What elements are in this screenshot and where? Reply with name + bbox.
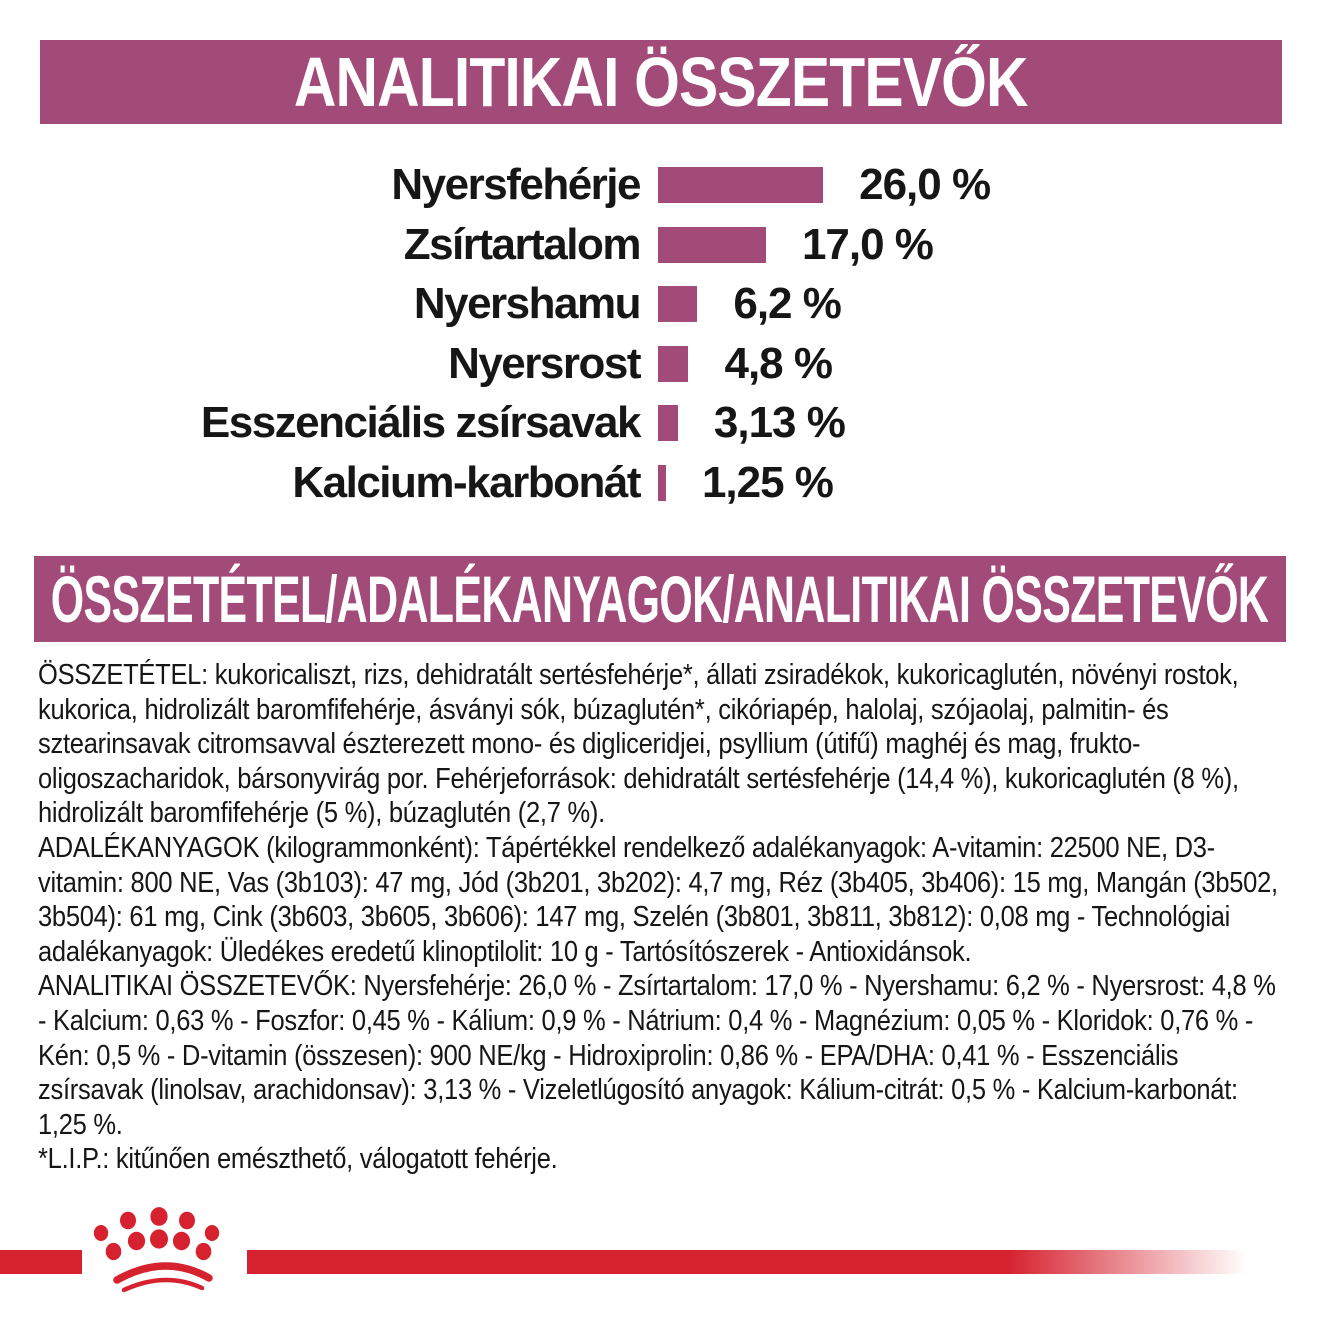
chart-category-label: Esszenciális zsírsavak — [200, 398, 640, 447]
chart-row — [0, 160, 1320, 209]
chart-category-label: Kalcium-karbonát — [292, 457, 640, 507]
chart-value-label: 1,25 % — [701, 457, 833, 507]
chart-bar — [658, 346, 688, 382]
chart-row — [0, 279, 1320, 328]
chart-value-label: 4,8 % — [724, 338, 832, 388]
chart-category-label: Nyersfehérje — [391, 160, 640, 209]
lip-footnote: *L.I.P.: kitűnően emészthető, válogatott fehérje. — [38, 1143, 558, 1176]
red-stripe-right — [247, 1250, 1247, 1274]
chart-bar — [658, 227, 766, 263]
banner-title: ANALITIKAI ÖSSZETEVŐK — [294, 43, 1028, 121]
chart-value-label: 3,13 % — [713, 398, 845, 447]
banner-title: ÖSSZETÉTEL/ADALÉKANYAGOK/ANALITIKAI ÖSSZETEVŐK — [51, 562, 1269, 636]
chart-value-label: 6,2 % — [733, 279, 841, 328]
chart-bar — [658, 167, 823, 203]
composition-additives-banner — [34, 556, 1286, 642]
analytical-constituents-banner — [40, 40, 1282, 124]
chart-category-label: Zsírtartalom — [403, 219, 640, 269]
royal-canin-crown-logo — [92, 1206, 222, 1296]
chart-category-label: Nyershamu — [413, 279, 640, 328]
analytical-constituents-paragraph: ANALITIKAI ÖSSZETEVŐK: Nyersfehérje: 26,0 % - Zsírtartalom: 17,0 % - Nyershamu: 6,2 % - Nyersrost: 4,8 % - Kalcium: 0,63 % - Foszfor: 0,45 % - Kálium: 0,9 % - Nátrium: 0,4 % - Magnézium: 0,05 % - Kloridok: 0,76 % - Kén: 0,5 % - D-vitamin (összesen): 900 NE/kg - Hidroxiprolin: 0,86 % - EPA/DHA: 0,41 % - Esszenciális zsírsavak (linolsav, arachidonsav): 3,13 % - Vizeletlúgosító anyagok: Kálium-citrát: 0,5 % - Kalcium-karbonát: 1,25 %. — [38, 970, 1276, 1141]
chart-bar — [658, 405, 678, 441]
chart-row — [0, 457, 1320, 507]
chart-row — [0, 338, 1320, 388]
chart-row — [0, 398, 1320, 447]
chart-bar — [658, 286, 697, 322]
analytical-constituents-chart — [0, 160, 1320, 507]
additives-paragraph: ADALÉKANYAGOK (kilogrammonként): Tápértékkel rendelkező adalékanyagok: A-vitamin: 22500 NE, D3-vitamin: 800 NE, Vas (3b103): 47 mg, Jód (3b201, 3b202): 4,7 mg, Réz (3b405, 3b406): 15 mg, Mangán (3b502, 3b504): 61 mg, Cink (3b603, 3b605, 3b606): 147 mg, Szelén (3b801, 3b811, 3b812): 0,08 mg - Technológiai adalékanyagok: Üledékes eredetű klinoptilolit: 10 g - Tartósítószerek - Antioxidánsok. — [38, 831, 1278, 968]
chart-row — [0, 219, 1320, 269]
chart-value-label: 17,0 % — [801, 219, 933, 269]
chart-value-label: 26,0 % — [859, 160, 991, 209]
red-stripe-left — [0, 1250, 82, 1274]
composition-paragraph: ÖSSZETÉTEL: kukoricaliszt, rizs, dehidratált sertésfehérje*, állati zsiradékok, kukoricaglutén, növényi rostok, kukorica, hidrolizált baromfifehérje, ásványi sók, búzaglutén*, cikóriapép, halolaj, szójaolaj, palmitin- és sztearinsavak citromsavval észterezett mono- és digliceridjei, psyllium (útifű) maghéj és mag, frukto-oligoszacharidok, bársonyvirág por. Fehérjeforrások: dehidratált sertésfehérje (14,4 %), kukoricaglutén (8 %), hidrolizált baromfifehérje (5 %), búzaglutén (2,7 %). — [38, 659, 1239, 830]
label-body-text — [38, 658, 1281, 1177]
chart-category-label: Nyersrost — [448, 338, 640, 388]
chart-bar — [658, 465, 666, 501]
